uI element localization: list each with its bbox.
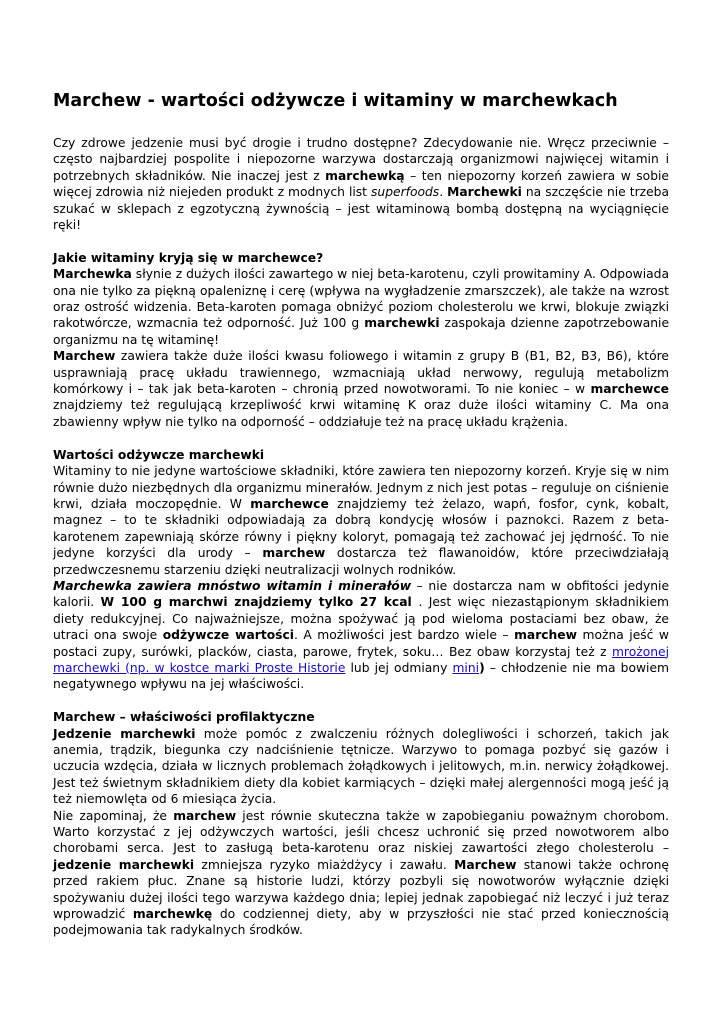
- paragraph: [53, 348, 669, 430]
- section-spacer: [53, 693, 669, 709]
- paragraph: [53, 266, 669, 348]
- product-link[interactable]: mrożonej marchewki (np. w kostce marki Proste Historie: [53, 644, 669, 675]
- text-run: – ten niepozorny korzeń zawiera w sobie więcej zdrowia niż niejeden produkt z modnych list: [53, 168, 669, 200]
- text-run: zmniejsza ryzyko miażdżycy i zawału.: [194, 857, 455, 872]
- bold-text: Marchew: [454, 857, 517, 872]
- document-title: Marchew - wartości odżywcze i witaminy w marchewkach: [53, 91, 618, 111]
- document-body: [53, 135, 669, 939]
- text-run: . Jest więc niezastąpionym składnikiem diety redukcyjnej. Co najważniejsze, można spożywać ją pod wieloma postaciami bez obaw, że utraci ona swoje: [53, 595, 670, 643]
- bold-text: marchew: [173, 808, 237, 823]
- paragraph: [53, 135, 669, 233]
- bold-text: marchewką: [325, 168, 405, 183]
- text-run: można jeść w postaci zupy, surówki, placków, ciasta, parowe, frytek, soku… Bez obaw korzystaj też z: [53, 628, 669, 659]
- text-run: Nie zapominaj, że: [53, 808, 174, 823]
- bold-text: odżywcze wartości: [162, 628, 294, 643]
- section-heading: Marchew – właściwości profilaktyczne: [53, 710, 315, 725]
- paragraph: [53, 578, 669, 693]
- paragraph: [53, 463, 669, 578]
- text-run: do codziennej diety, aby w przyszłości nie stać przed koniecznością podejmowania tak radykalnych środków.: [53, 907, 669, 938]
- text-run: dostarcza też flawanoidów, które przeciwdziałają przedwczesnemu starzeniu dzięki neutralizacji wolnych rodników.: [53, 546, 670, 577]
- italic-text: superfoods: [371, 185, 440, 200]
- bold-text: Jedzenie marchewki: [53, 726, 196, 741]
- bold-text: W 100 g marchwi znajdziemy tylko 27 kcal: [100, 595, 419, 610]
- text-run: . A możliwości jest bardzo wiele –: [294, 628, 515, 643]
- text-run: – nie dostarcza nam w obfitości jedynie kalorii.: [53, 578, 670, 610]
- text-run: znajdziemy też regulującą krzepliwość krwi witaminę K oraz duże ilości witaminy C. Ma ona zbawienny wpływ nie tylko na odporność – oddziałuje też na pracę układu krążenia.: [53, 398, 669, 429]
- bold-text: ): [479, 660, 485, 675]
- bold-text: Marchewki: [447, 185, 522, 200]
- text-run: – chłodzenie nie ma bowiem negatywnego wpływu na jej właściwości.: [53, 660, 669, 692]
- text-run: .: [439, 185, 448, 200]
- product-link[interactable]: mini: [452, 660, 480, 675]
- text-run: zaspokaja dzienne zapotrzebowanie organizmu na tę witaminę!: [53, 316, 670, 347]
- text-run: słynie z dużych ilości zawartego w niej beta-karotenu, czyli prowitaminy A. Odpowiada ona nie tylko za piękną opaleniznę i cerę (wpływa na wygładzenie zmarszczek), ale także na wzrost oraz ostrość widzenia. Beta-karoten pomaga obniżyć poziom cholesterolu we krwi, blokuje związki rakotwórcze, wzmacnia też odporność. Już 100 g: [53, 267, 669, 331]
- text-run: może pomóc z zwalczeniu różnych dolegliwości i schorzeń, takich jak anemia, trądzik, biegunka czy nadciśnienie tętnicze. Warzywo to pomaga pozbyć się gazów i uczucia wzdęcia, działa w licznych problemach żołądkowych i jelitowych, m.in. nerwicy żołądkowej. Jest też świetnym składnikiem diety dla kobiet karmiących – dzięki małej alergenności mogą jeść ją też niemowlęta od 6 miesiąca życia.: [53, 726, 669, 807]
- text-run: Czy zdrowe jedzenie musi być drogie i trudno dostępne? Zdecydowanie nie. Wręcz przeciwnie – często najbardziej pospolite i niepozorne warzywa dostarczają organizmowi najwięcej witamin i potrzebnych składników. Nie inaczej jest z: [53, 136, 669, 183]
- section-heading: Jakie witaminy kryją się w marchewce?: [53, 250, 324, 265]
- text-run: znajdziemy też żelazo, wapń, fosfor, cynk, kobalt, magnez – to te składniki odpowiadają za dobrą kondycję włosów i paznokci. Razem z beta-karotenem zapewniają skórze równy i piękny koloryt, pomagają też zachować jej jędrność. To nie jedyne korzyści dla urody –: [53, 496, 670, 561]
- section-spacer: [53, 430, 669, 446]
- bold-text: marchew: [514, 628, 577, 643]
- text-run: zawiera także duże ilości kwasu foliowego i witamin z grupy B (B1, B2, B3, B6), które usprawniają pracę układu trawiennego, wzmacniają układ nerwowy, regulują metabolizm komórkowy i – tak jak beta-karoten – chronią przed nowotworami. To nie koniec – w: [53, 349, 669, 397]
- text-run: lub jej odmiany: [345, 660, 453, 675]
- paragraph: [53, 726, 669, 808]
- bold-text: marchewce: [250, 496, 329, 511]
- section-heading: Wartości odżywcze marchewki: [53, 447, 265, 462]
- section-spacer: [53, 233, 669, 249]
- text-run: na szczęście nie trzeba szukać w sklepach z egzotyczną żywnością – jest witaminową bombą dostępną na wyciągnięcie ręki!: [53, 185, 669, 233]
- bold-text: jedzenie marchewki: [53, 857, 195, 872]
- bold-text: Marchewka zawiera mnóstwo witamin i minerałów: [53, 578, 412, 593]
- text-run: Witaminy to nie jedyne wartościowe składniki, które zawiera ten niepozorny korzeń. Kryje się w nim równie dużo niezbędnych dla organizmu minerałów. Jednym z nich jest potas – reguluje on ciśnienie krwi, działa moczopędnie. W: [53, 464, 669, 511]
- bold-text: marchewki: [364, 316, 440, 331]
- bold-text: marchewce: [590, 382, 669, 397]
- bold-text: Marchew: [53, 349, 116, 364]
- bold-text: Marchewka: [53, 267, 132, 282]
- paragraph: [53, 808, 669, 939]
- text-run: jest równie skuteczna także w zapobieganiu poważnym chorobom. Warto korzystać z jej odżywczych wartości, jeśli chcesz uchronić się przed nowotworem albo chorobami serca. Jest to zasługą beta-karotenu oraz niskiej zawartości złego cholesterolu –: [53, 808, 669, 856]
- text-run: stanowi także ochronę przed rakiem płuc. Znane są historie ludzi, którzy pozbyli się nowotworów wyłącznie dzięki spożywaniu dużej ilości tego warzywa każdego dnia; lepiej jednak zapobiegać niż leczyć i już teraz wprowadzić: [53, 857, 669, 922]
- bold-text: marchew: [262, 546, 326, 561]
- bold-text: marchewkę: [132, 907, 213, 922]
